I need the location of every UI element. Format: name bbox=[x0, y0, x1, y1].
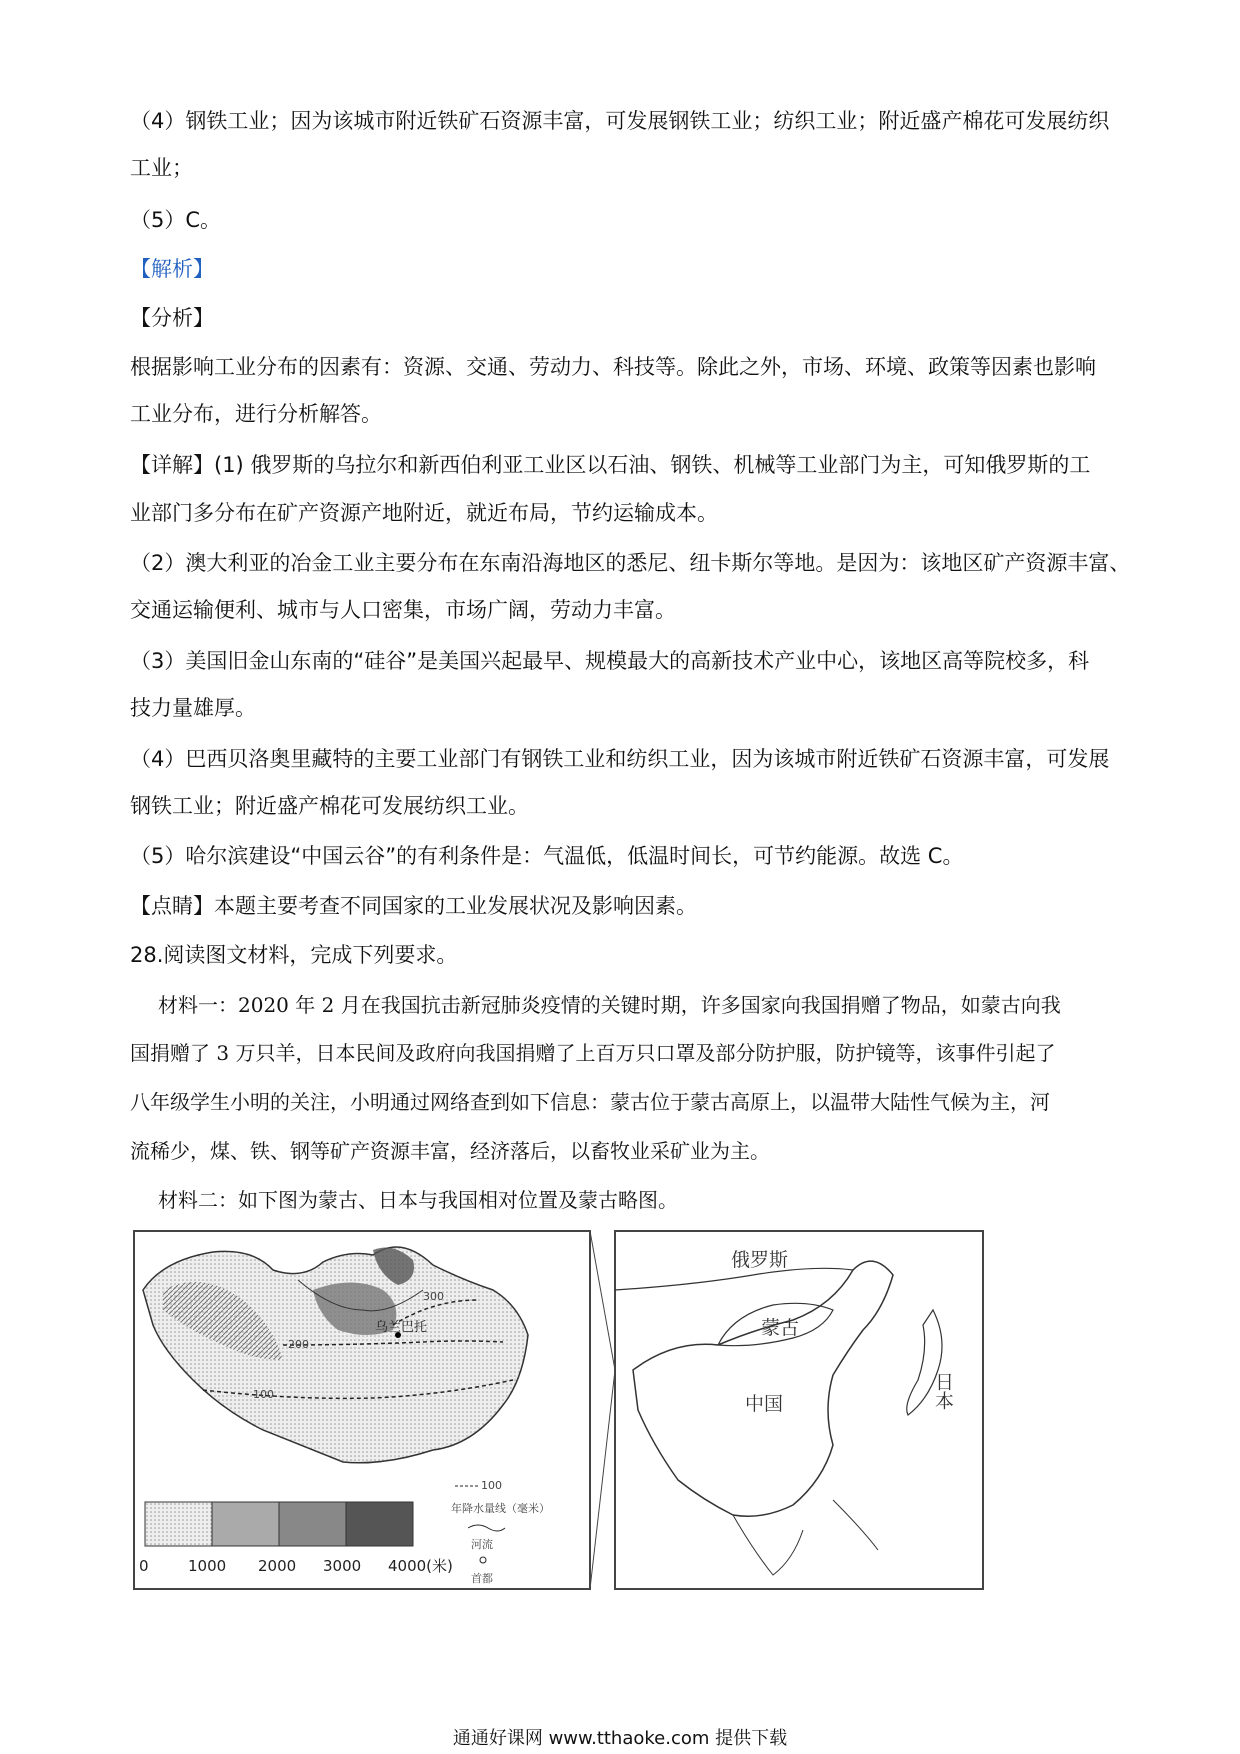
contour-label: 100 bbox=[253, 1388, 274, 1401]
east-asia-map bbox=[615, 1231, 983, 1589]
material1-line: 国捐赠了 3 万只羊，日本民间及政府向我国捐赠了上百万只口罩及部分防护服，防护镜等，该事件引起了 bbox=[130, 1041, 1056, 1065]
fenxi-line: 工业分布，进行分析解答。 bbox=[130, 402, 382, 426]
scale-tick: 1000 bbox=[188, 1557, 227, 1575]
legend-contour-value: 100 bbox=[481, 1479, 502, 1492]
scale-tick: 3000 bbox=[323, 1557, 362, 1575]
answer-line-4: （4）钢铁工业；因为该城市附近铁矿石资源丰富，可发展钢铁工业；纺织工业；附近盛产棉花可发展纺织 bbox=[130, 109, 1110, 133]
dianjing-line: 【点睛】本题主要考查不同国家的工业发展状况及影响因素。 bbox=[130, 894, 697, 918]
scale-tick: 2000 bbox=[258, 1557, 297, 1575]
contour-label: 200 bbox=[288, 1338, 309, 1351]
label-china: 中国 bbox=[745, 1393, 784, 1415]
label-russia: 俄罗斯 bbox=[731, 1249, 789, 1271]
answer-line-5: （5）C。 bbox=[130, 208, 222, 232]
city-label: 乌兰巴托 bbox=[375, 1320, 428, 1335]
detail-line: （2）澳大利亚的冶金工业主要分布在东南沿海地区的悉尼、纽卡斯尔等地。是因为：该地区矿产资源丰富、 bbox=[130, 551, 1131, 575]
material1-line: 流稀少，煤、铁、钢等矿产资源丰富，经济落后，以畜牧业采矿业为主。 bbox=[130, 1139, 770, 1163]
label-japan: 日本 bbox=[932, 1372, 954, 1410]
fenxi-line: 根据影响工业分布的因素有：资源、交通、劳动力、科技等。除此之外，市场、环境、政策等因素也影响 bbox=[130, 355, 1096, 379]
connector-line bbox=[590, 1231, 615, 1370]
contour-label: 300 bbox=[423, 1290, 444, 1303]
scale-tick: 4000(米) bbox=[388, 1557, 453, 1575]
detail-line: 业部门多分布在矿产资源产地附近，就近布局，节约运输成本。 bbox=[130, 501, 718, 525]
connector-line bbox=[590, 1370, 615, 1589]
question-title: 28.阅读图文材料，完成下列要求。 bbox=[130, 943, 458, 967]
elevation-scale-bar bbox=[145, 1502, 413, 1546]
map-figure bbox=[133, 1230, 985, 1596]
answer-line-4-cont: 工业； bbox=[130, 156, 193, 180]
legend-contour-label: 年降水量线（毫米） bbox=[451, 1502, 550, 1515]
material1-line: 材料一：2020 年 2 月在我国抗击新冠肺炎疫情的关键时期，许多国家向我国捐赠了物品，如蒙古向我 bbox=[158, 993, 1061, 1017]
material1-line: 八年级学生小明的关注，小明通过网络查到如下信息：蒙古位于蒙古高原上，以温带大陆性气候为主，河 bbox=[130, 1090, 1050, 1114]
scale-tick: 0 bbox=[139, 1557, 149, 1575]
detail-line: 钢铁工业；附近盛产棉花可发展纺织工业。 bbox=[130, 794, 529, 818]
detail-line: 交通运输便利、城市与人口密集，市场广阔，劳动力丰富。 bbox=[130, 598, 676, 622]
jiexi-tag: 【解析】 bbox=[130, 257, 214, 281]
label-mongolia: 蒙古 bbox=[761, 1317, 800, 1339]
mongolia-map bbox=[134, 1231, 590, 1589]
page-footer: 通通好课网 www.tthaoke.com 提供下载 bbox=[452, 1728, 788, 1749]
detail-line: 【详解】(1) 俄罗斯的乌拉尔和新西伯利亚工业区以石油、钢铁、机械等工业部门为主，可知俄罗斯的工 bbox=[130, 453, 1091, 477]
legend-capital-label: 首都 bbox=[471, 1572, 493, 1585]
detail-line: （5）哈尔滨建设“中国云谷”的有利条件是：气温低，低温时间长，可节约能源。故选 C。 bbox=[130, 844, 964, 868]
legend-river-label: 河流 bbox=[471, 1538, 493, 1551]
detail-line: （4）巴西贝洛奥里藏特的主要工业部门有钢铁工业和纺织工业，因为该城市附近铁矿石资源丰富，可发展 bbox=[130, 747, 1110, 771]
detail-line: （3）美国旧金山东南的“硅谷”是美国兴起最早、规模最大的高新技术产业中心，该地区高等院校多，科 bbox=[130, 649, 1090, 673]
detail-line: 技力量雄厚。 bbox=[130, 696, 256, 720]
material2-line: 材料二：如下图为蒙古、日本与我国相对位置及蒙古略图。 bbox=[158, 1188, 678, 1212]
fenxi-tag: 【分析】 bbox=[130, 306, 214, 330]
